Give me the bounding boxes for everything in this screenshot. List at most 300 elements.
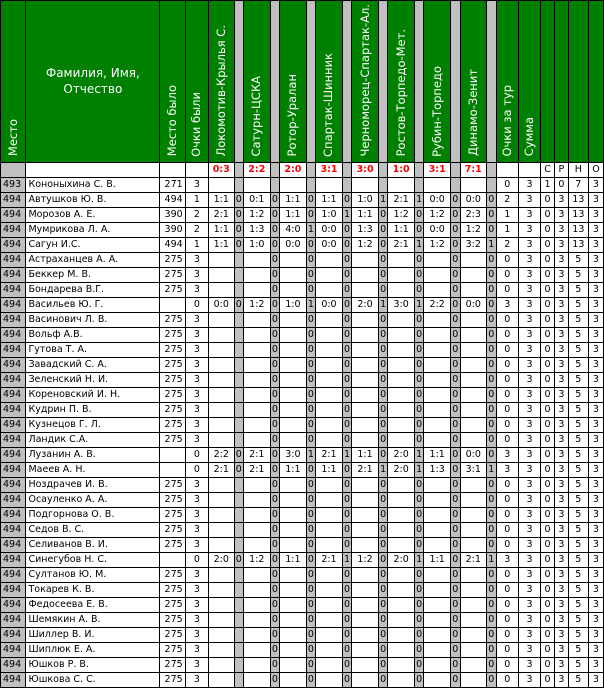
cell-match-points: 0 <box>414 327 424 342</box>
cell-name: Астраханцев А. А. <box>26 252 160 267</box>
cell-r: 3 <box>554 447 568 462</box>
cell-place-was <box>160 297 185 312</box>
cell-place-was <box>160 447 185 462</box>
cell-match-points: 0 <box>414 477 424 492</box>
result-6: 1:0 <box>388 162 415 177</box>
cell-prediction: 0:0 <box>424 192 451 207</box>
cell-prediction <box>424 597 451 612</box>
cell-place: 494 <box>1 672 26 687</box>
cell-r: 3 <box>554 672 568 687</box>
cell-match-points: 0 <box>342 492 352 507</box>
cell-match-points: 0 <box>306 642 316 657</box>
cell-match-points: 0 <box>450 477 460 492</box>
cell-match-points: 0 <box>487 522 497 537</box>
cell-place: 494 <box>1 597 26 612</box>
cell-prediction <box>388 177 415 192</box>
cell-r: 3 <box>554 567 568 582</box>
cell-prediction <box>460 282 487 297</box>
cell-prediction <box>424 432 451 447</box>
cell-n: 5 <box>568 327 588 342</box>
cell-match-points: 0 <box>270 522 280 537</box>
cell-prediction <box>316 567 343 582</box>
cell-prediction <box>209 507 234 522</box>
cell-c: 0 <box>541 432 555 447</box>
cell-name: Шиплюк Е. А. <box>26 642 160 657</box>
cell-prediction <box>209 432 234 447</box>
cell-prediction <box>460 627 487 642</box>
cell-prediction <box>209 357 234 372</box>
cell-prediction <box>209 597 234 612</box>
cell-o: 3 <box>588 312 603 327</box>
table-row <box>1 402 604 417</box>
cell-sum: 3 <box>518 582 540 597</box>
cell-prediction <box>316 582 343 597</box>
col-r-header <box>554 1 568 163</box>
cell-match-points: 0 <box>414 597 424 612</box>
cell-prediction <box>316 312 343 327</box>
cell-prediction <box>424 642 451 657</box>
cell-match-points: 0 <box>487 597 497 612</box>
cell-match-points: 1 <box>414 447 424 462</box>
cell-place: 494 <box>1 657 26 672</box>
cell-prediction: 0:0 <box>460 447 487 462</box>
cell-n: 7 <box>568 177 588 192</box>
cell-place: 494 <box>1 567 26 582</box>
cell-match-points: 0 <box>487 507 497 522</box>
table-row <box>1 537 604 552</box>
cell-points-was: 3 <box>185 522 208 537</box>
cell-prediction <box>209 492 234 507</box>
cell-n: 13 <box>568 192 588 207</box>
cell-o: 3 <box>588 612 603 627</box>
cell-tour-points: 1 <box>496 207 518 222</box>
cell-match-points: 0 <box>378 282 388 297</box>
col-ochki-byli: Очки были <box>185 1 208 163</box>
cell-points-was: 0 <box>185 297 208 312</box>
cell-prediction <box>316 402 343 417</box>
cell-prediction <box>316 177 343 192</box>
cell-match-points <box>234 402 244 417</box>
cell-sum: 3 <box>518 402 540 417</box>
cell-match-points <box>234 657 244 672</box>
cell-match-points: 0 <box>414 222 424 237</box>
cell-o: 3 <box>588 177 603 192</box>
cell-tour-points: 0 <box>496 612 518 627</box>
cell-n: 5 <box>568 372 588 387</box>
cell-prediction <box>388 387 415 402</box>
cell-o: 3 <box>588 507 603 522</box>
col-match-5: Черноморец-Спартак-Ал. <box>352 1 379 163</box>
cell-r: 3 <box>554 657 568 672</box>
cell-place: 494 <box>1 447 26 462</box>
cell-prediction <box>209 612 234 627</box>
cell-prediction <box>388 567 415 582</box>
cell-sum: 3 <box>518 207 540 222</box>
cell-place-was: 275 <box>160 387 185 402</box>
cell-prediction <box>460 357 487 372</box>
cell-prediction <box>316 432 343 447</box>
cell-match-points: 0 <box>450 417 460 432</box>
cell-r: 3 <box>554 267 568 282</box>
cell-o: 3 <box>588 237 603 252</box>
cell-r: 3 <box>554 462 568 477</box>
col-n-header <box>568 1 588 163</box>
cell-empty <box>160 162 185 177</box>
cell-match-points: 0 <box>487 327 497 342</box>
cell-prediction <box>352 312 379 327</box>
cell-c: 0 <box>541 447 555 462</box>
col-gap <box>450 1 460 163</box>
cell-match-points: 0 <box>414 417 424 432</box>
col-o-header <box>588 1 603 163</box>
cell-prediction <box>388 312 415 327</box>
cell-prediction <box>244 522 271 537</box>
cell-prediction <box>388 477 415 492</box>
cell-prediction <box>460 402 487 417</box>
cell-match-points: 0 <box>270 402 280 417</box>
cell-prediction <box>244 507 271 522</box>
cell-c: 0 <box>541 357 555 372</box>
cell-prediction <box>316 627 343 642</box>
cell-match-points <box>234 417 244 432</box>
cell-r: 3 <box>554 597 568 612</box>
cell-match-points: 0 <box>342 237 352 252</box>
cell-place: 494 <box>1 522 26 537</box>
cell-match-points: 0 <box>450 357 460 372</box>
result-1: 0:3 <box>209 162 234 177</box>
cell-prediction <box>280 507 307 522</box>
cell-prediction <box>316 612 343 627</box>
cell-empty <box>496 162 518 177</box>
cell-place-was: 275 <box>160 417 185 432</box>
cell-prediction <box>352 252 379 267</box>
cell-prediction: 2:3 <box>460 207 487 222</box>
cell-match-points: 0 <box>414 282 424 297</box>
cell-prediction: 2:1 <box>244 447 271 462</box>
cell-prediction <box>352 582 379 597</box>
cell-match-points: 0 <box>270 357 280 372</box>
cell-match-points: 0 <box>270 387 280 402</box>
cell-place: 494 <box>1 267 26 282</box>
cell-match-points: 0 <box>487 402 497 417</box>
cell-o: 3 <box>588 552 603 567</box>
cell-prediction: 0:0 <box>460 192 487 207</box>
cell-match-points: 0 <box>306 612 316 627</box>
cell-sum: 3 <box>518 567 540 582</box>
cell-tour-points: 0 <box>496 387 518 402</box>
cell-place-was: 275 <box>160 342 185 357</box>
cell-match-points: 0 <box>342 642 352 657</box>
cell-prediction: 2:1 <box>244 462 271 477</box>
cell-prediction: 1:1 <box>424 447 451 462</box>
cell-place-was: 275 <box>160 627 185 642</box>
col-match-4: Спартак-Шинник <box>316 1 343 163</box>
cell-match-points: 0 <box>342 267 352 282</box>
cell-points-was: 3 <box>185 252 208 267</box>
cell-sum: 3 <box>518 297 540 312</box>
cell-match-points: 0 <box>270 567 280 582</box>
cell-match-points: 1 <box>306 222 316 237</box>
cell-place-was: 275 <box>160 537 185 552</box>
cell-prediction: 0:0 <box>460 297 487 312</box>
cell-match-points: 0 <box>342 522 352 537</box>
cell-match-points: 0 <box>487 297 497 312</box>
col-match-6: Ростов-Торпедо-Мет. <box>388 1 415 163</box>
cell-points-was: 3 <box>185 672 208 687</box>
cell-place-was: 275 <box>160 657 185 672</box>
cell-tour-points: 0 <box>496 342 518 357</box>
cell-r: 3 <box>554 387 568 402</box>
cell-prediction <box>280 267 307 282</box>
cell-match-points: 0 <box>450 582 460 597</box>
cell-prediction <box>244 477 271 492</box>
cell-prediction <box>424 537 451 552</box>
cell-r: 3 <box>554 327 568 342</box>
table-row <box>1 267 604 282</box>
cell-prediction <box>424 267 451 282</box>
col-match-7: Рубин-Торпедо <box>424 1 451 163</box>
cell-points-was: 3 <box>185 567 208 582</box>
cell-name: Кузнецов Г. Л. <box>26 417 160 432</box>
cell-prediction <box>316 282 343 297</box>
cell-match-points: 0 <box>306 672 316 687</box>
cell-sum: 3 <box>518 192 540 207</box>
cell-match-points: 0 <box>270 597 280 612</box>
cell-prediction <box>316 372 343 387</box>
cell-match-points: 0 <box>414 267 424 282</box>
cell-prediction <box>460 267 487 282</box>
cell-tour-points: 0 <box>496 252 518 267</box>
cell-prediction <box>460 372 487 387</box>
cell-name: Лузанин А. В. <box>26 447 160 462</box>
cell-c: 0 <box>541 597 555 612</box>
cell-gap <box>306 162 316 177</box>
cell-n: 5 <box>568 402 588 417</box>
cell-name: Кореновский И. Н. <box>26 387 160 402</box>
cell-gap <box>487 162 497 177</box>
cell-tour-points: 0 <box>496 642 518 657</box>
cell-prediction <box>388 417 415 432</box>
cell-match-points <box>234 492 244 507</box>
cell-prediction: 1:1 <box>280 207 307 222</box>
cell-prediction <box>424 327 451 342</box>
standings-body <box>1 177 604 687</box>
col-mesto: Место <box>1 1 26 163</box>
cell-place-was: 275 <box>160 252 185 267</box>
cell-prediction <box>244 252 271 267</box>
cell-prediction <box>424 492 451 507</box>
cell-name: Васильев Ю. Г. <box>26 297 160 312</box>
cell-match-points: 0 <box>414 582 424 597</box>
cell-prediction <box>209 267 234 282</box>
table-row <box>1 627 604 642</box>
cell-match-points <box>234 642 244 657</box>
cell-match-points: 0 <box>270 417 280 432</box>
cell-match-points: 0 <box>378 537 388 552</box>
cell-prediction <box>424 342 451 357</box>
cell-r: 3 <box>554 417 568 432</box>
cell-match-points: 0 <box>450 537 460 552</box>
cell-prediction <box>388 657 415 672</box>
cell-tour-points: 0 <box>496 477 518 492</box>
cell-tour-points: 1 <box>496 222 518 237</box>
cell-sum: 3 <box>518 627 540 642</box>
cell-n: 5 <box>568 342 588 357</box>
cell-prediction <box>388 342 415 357</box>
cell-c: 0 <box>541 657 555 672</box>
cell-prediction <box>316 672 343 687</box>
table-row <box>1 567 604 582</box>
cell-match-points: 0 <box>414 537 424 552</box>
cell-match-points: 0 <box>234 552 244 567</box>
cell-points-was: 3 <box>185 432 208 447</box>
cell-place-was: 275 <box>160 357 185 372</box>
cell-match-points: 0 <box>378 312 388 327</box>
cell-name: Селиванов В. И. <box>26 537 160 552</box>
cell-prediction <box>209 312 234 327</box>
cell-tour-points: 0 <box>496 417 518 432</box>
cell-points-was: 3 <box>185 372 208 387</box>
cell-prediction <box>460 312 487 327</box>
cell-match-points: 0 <box>414 672 424 687</box>
cell-c: 0 <box>541 192 555 207</box>
cell-match-points <box>234 582 244 597</box>
cell-c: 0 <box>541 297 555 312</box>
cell-name: Автушков Ю. В. <box>26 192 160 207</box>
cell-match-points: 0 <box>487 627 497 642</box>
cell-match-points: 0 <box>342 537 352 552</box>
cell-n: 5 <box>568 387 588 402</box>
cell-place-was: 390 <box>160 222 185 237</box>
cell-match-points: 0 <box>487 447 497 462</box>
cell-prediction: 0:0 <box>316 297 343 312</box>
table-row <box>1 462 604 477</box>
cell-match-points: 0 <box>450 597 460 612</box>
cell-place: 494 <box>1 252 26 267</box>
cell-sum: 3 <box>518 597 540 612</box>
cell-points-was: 1 <box>185 237 208 252</box>
table-row <box>1 252 604 267</box>
cell-tour-points: 0 <box>496 177 518 192</box>
cell-match-points: 0 <box>270 552 280 567</box>
cell-c: 0 <box>541 207 555 222</box>
cell-match-points: 0 <box>306 282 316 297</box>
cell-prediction: 0:1 <box>244 192 271 207</box>
cell-prediction <box>388 612 415 627</box>
cell-o: 3 <box>588 192 603 207</box>
cell-tour-points: 0 <box>496 492 518 507</box>
cell-prediction <box>209 582 234 597</box>
cell-prediction <box>352 432 379 447</box>
cell-match-points: 0 <box>414 342 424 357</box>
cell-place-was: 275 <box>160 612 185 627</box>
cell-match-points: 1 <box>414 297 424 312</box>
cell-match-points: 0 <box>378 432 388 447</box>
cell-n: 5 <box>568 642 588 657</box>
cell-prediction <box>460 612 487 627</box>
cell-prediction <box>460 417 487 432</box>
cell-prediction <box>424 417 451 432</box>
cell-place: 494 <box>1 357 26 372</box>
cell-r: 3 <box>554 372 568 387</box>
cell-match-points: 0 <box>342 342 352 357</box>
cell-gap <box>270 162 280 177</box>
cell-place-was: 271 <box>160 177 185 192</box>
cell-prediction <box>209 402 234 417</box>
cell-c: 0 <box>541 462 555 477</box>
table-row <box>1 417 604 432</box>
table-row <box>1 207 604 222</box>
cell-match-points: 0 <box>450 342 460 357</box>
cell-r: 3 <box>554 297 568 312</box>
cell-match-points: 0 <box>270 192 280 207</box>
cell-prediction <box>244 597 271 612</box>
cell-tour-points: 0 <box>496 537 518 552</box>
cell-match-points <box>378 177 388 192</box>
cell-prediction <box>209 282 234 297</box>
cell-prediction: 2:0 <box>388 462 415 477</box>
result-8: 7:1 <box>460 162 487 177</box>
cell-prediction <box>280 627 307 642</box>
cell-match-points: 0 <box>414 507 424 522</box>
cell-c: 0 <box>541 672 555 687</box>
cell-prediction <box>316 642 343 657</box>
cell-o: 3 <box>588 387 603 402</box>
cell-o: 3 <box>588 477 603 492</box>
cell-place: 494 <box>1 627 26 642</box>
cell-prediction <box>316 492 343 507</box>
cell-prediction <box>209 177 234 192</box>
cell-place: 494 <box>1 432 26 447</box>
cell-match-points <box>234 327 244 342</box>
cell-match-points: 0 <box>234 447 244 462</box>
cell-match-points: 0 <box>450 282 460 297</box>
cell-match-points: 0 <box>342 327 352 342</box>
cell-prediction <box>352 642 379 657</box>
cell-prediction: 2:2 <box>209 447 234 462</box>
cell-match-points: 0 <box>450 432 460 447</box>
cell-prediction <box>280 327 307 342</box>
cell-match-points: 0 <box>487 342 497 357</box>
label-c: С <box>541 162 555 177</box>
cell-match-points: 0 <box>342 192 352 207</box>
cell-place: 494 <box>1 192 26 207</box>
cell-sum: 3 <box>518 522 540 537</box>
cell-prediction: 1:0 <box>244 237 271 252</box>
cell-name: Юшкова С. С. <box>26 672 160 687</box>
cell-prediction <box>316 327 343 342</box>
cell-prediction <box>388 507 415 522</box>
cell-prediction <box>460 597 487 612</box>
cell-match-points: 0 <box>378 567 388 582</box>
col-match-8: Динамо-Зенит <box>460 1 487 163</box>
cell-place-was: 275 <box>160 567 185 582</box>
cell-prediction <box>244 612 271 627</box>
cell-prediction <box>352 327 379 342</box>
cell-sum: 3 <box>518 387 540 402</box>
cell-sum: 3 <box>518 252 540 267</box>
cell-place: 494 <box>1 342 26 357</box>
label-r: Р <box>554 162 568 177</box>
cell-n: 5 <box>568 267 588 282</box>
cell-sum: 3 <box>518 537 540 552</box>
cell-place: 493 <box>1 177 26 192</box>
cell-points-was: 2 <box>185 222 208 237</box>
cell-place: 494 <box>1 462 26 477</box>
cell-prediction: 1:0 <box>316 207 343 222</box>
header-row <box>1 1 604 163</box>
cell-match-points: 0 <box>342 612 352 627</box>
